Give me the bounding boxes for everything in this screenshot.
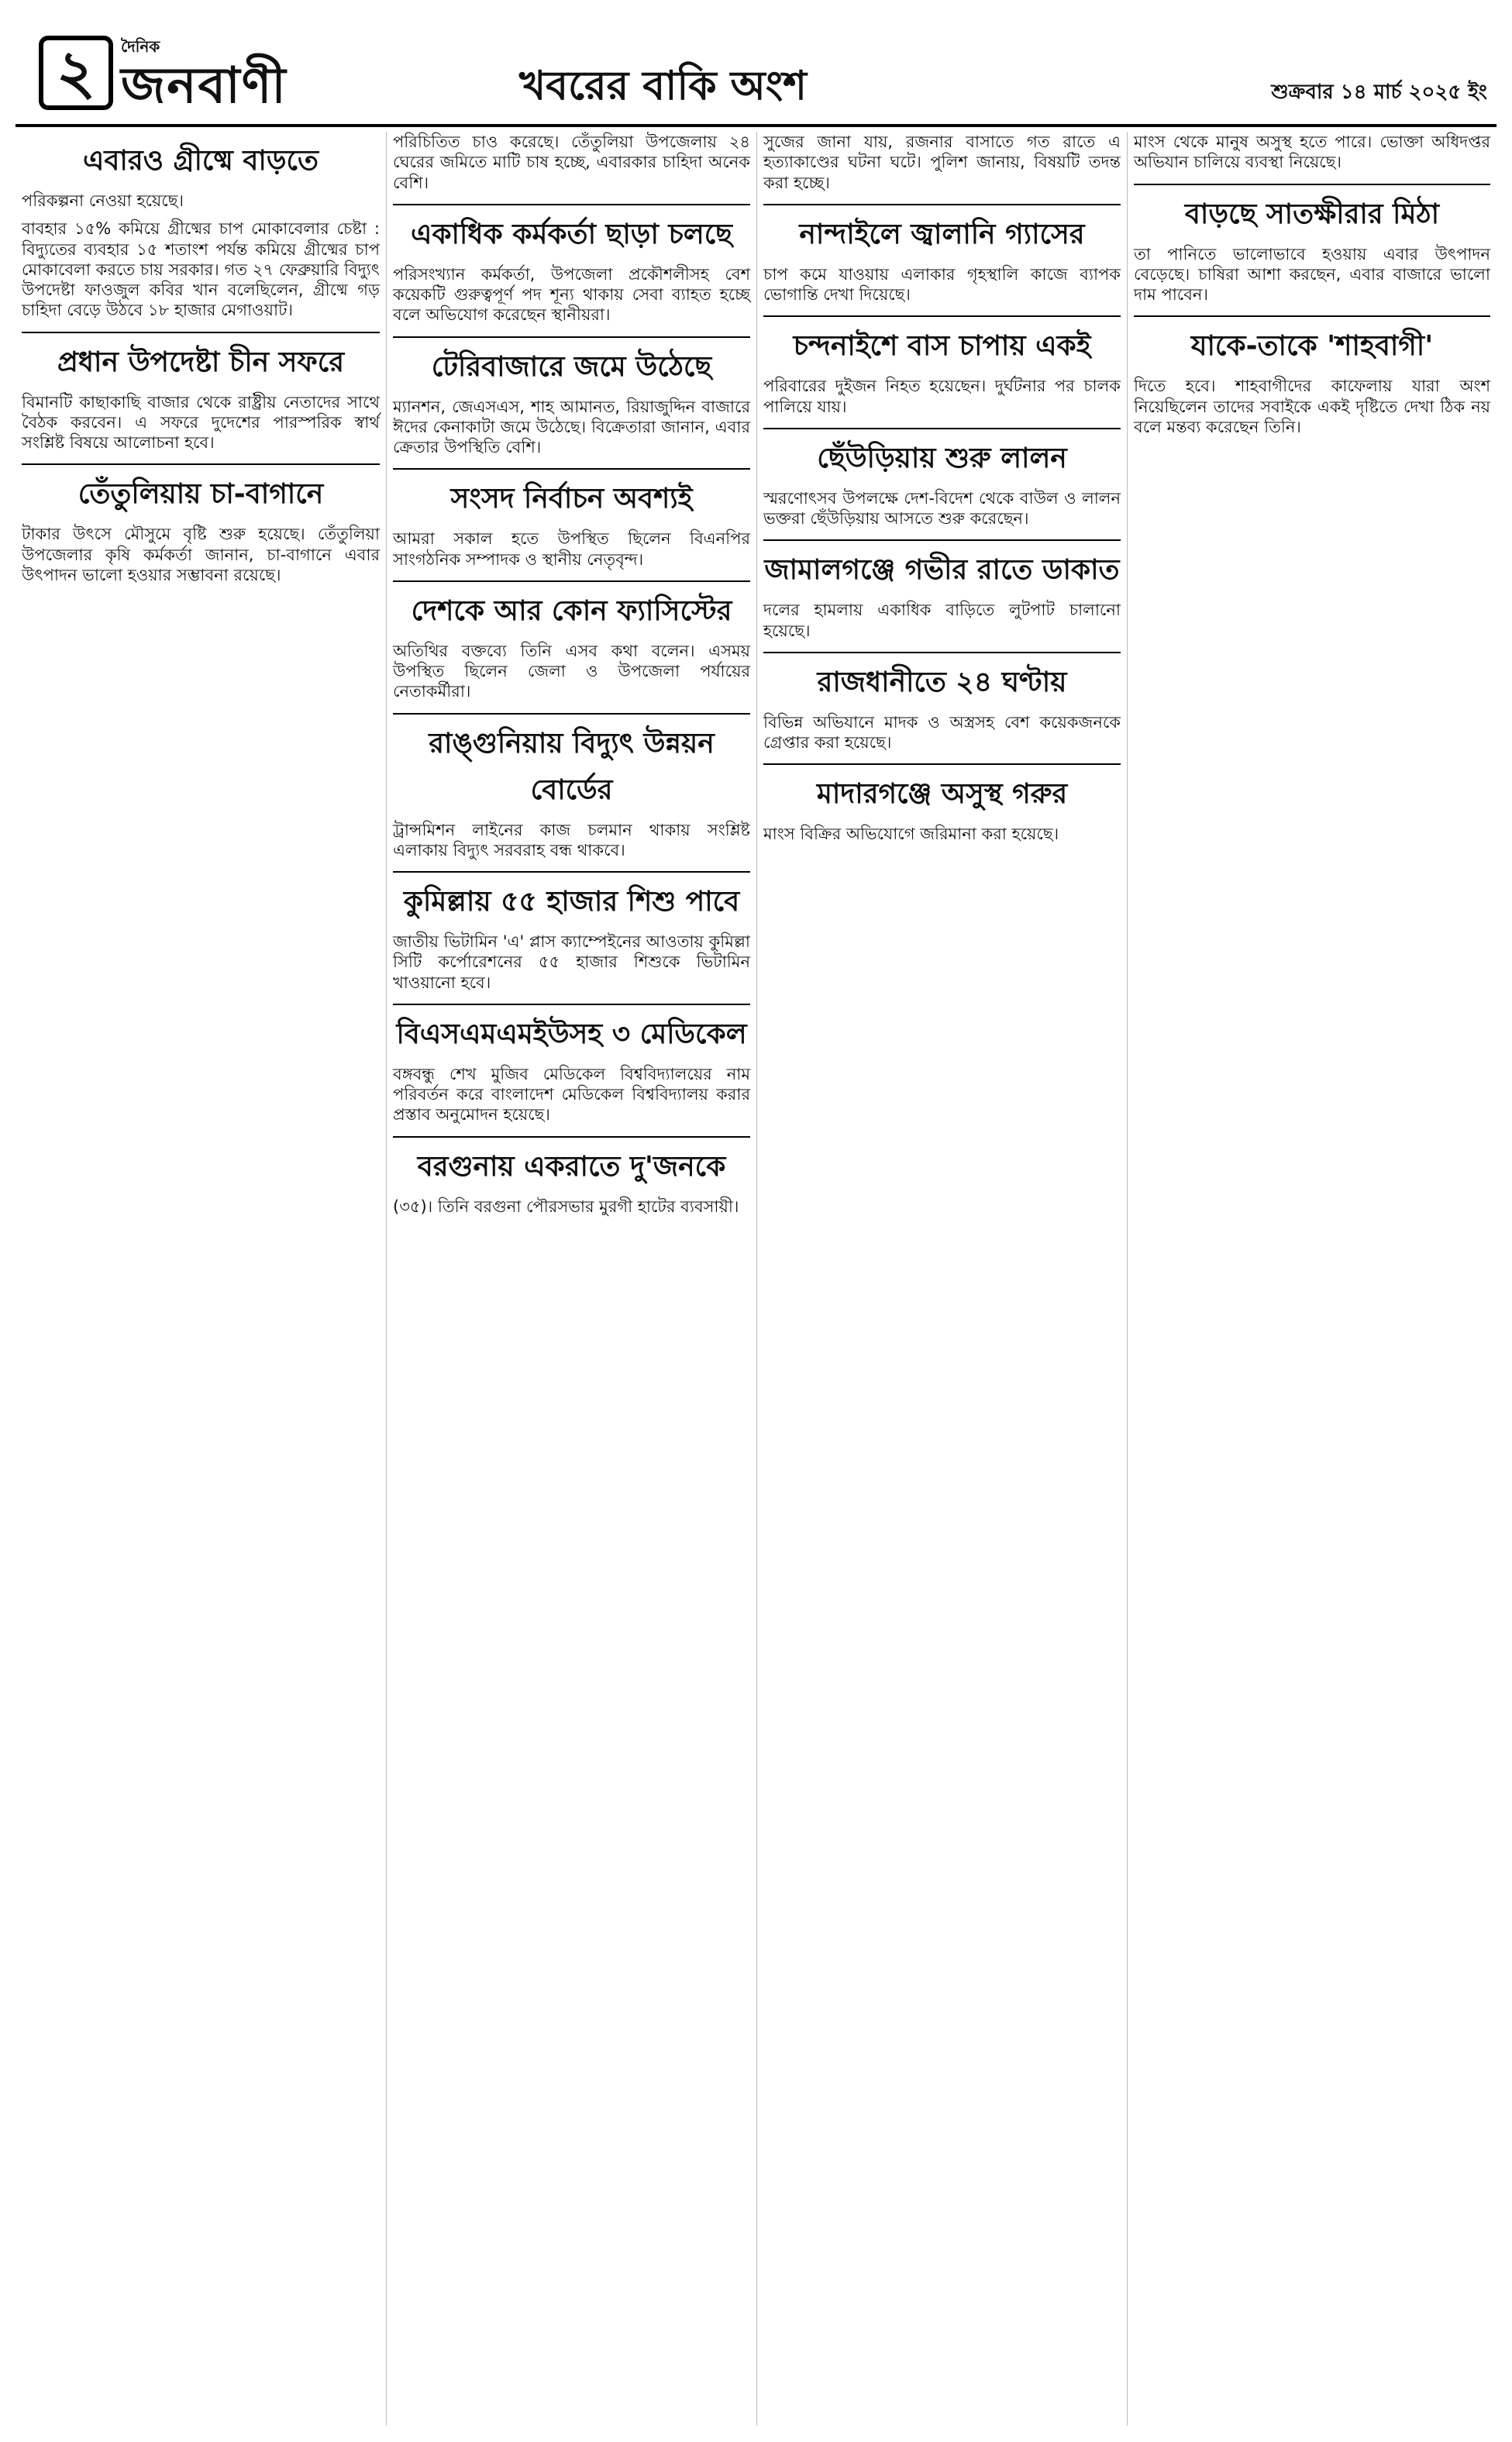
headline: নান্দাইলে জ্বালানি গ্যাসের bbox=[799, 218, 1085, 250]
story bbox=[22, 139, 380, 321]
divider bbox=[763, 315, 1121, 317]
divider bbox=[393, 871, 750, 873]
story bbox=[1134, 193, 1490, 305]
story bbox=[393, 1013, 750, 1125]
headline: টেরিবাজারে জমে উঠেছে bbox=[431, 350, 712, 383]
story-paragraph: দিতে হবে। শাহবাগীদের কাফেলায় যারা অংশ নিয়েছিলেন তাদের সবাইকে একই দৃষ্টিতে দেখা ঠিক নয় বলে মন্তব্য করেছেন তিনি। bbox=[1134, 377, 1490, 436]
story bbox=[393, 477, 750, 570]
divider bbox=[22, 332, 380, 333]
story-paragraph: বিমানটি কাছাকাছি বাজার থেকে রাষ্ট্রীয় নেতাদের সাথে বৈঠক করবেন। এ সফরে দুদেশের পারস্পরিক স্বার্থ সংশ্লিষ্ট বিষয়ে আলোচনা হবে। bbox=[22, 392, 380, 452]
headline: রাজধানীতে ২৪ ঘণ্টায় bbox=[817, 666, 1067, 698]
story-paragraph: পরিসংখ্যান কর্মকর্তা, উপজেলা প্রকৌশলীসহ বেশ কয়েকটি গুরুত্বপূর্ণ পদ শূন্য থাকায় সেবা ব্যাহত হচ্ছে বলে অভিযোগ করেছেন স্থানীয়রা। bbox=[393, 264, 750, 325]
column-4 bbox=[1127, 132, 1497, 2426]
divider bbox=[22, 463, 380, 465]
divider bbox=[393, 580, 750, 582]
story bbox=[393, 132, 750, 193]
story-paragraph: টাকার উৎসে মৌসুমে বৃষ্টি শুরু হয়েছে। তেঁতুলিয়া উপজেলার কৃষি কর্মকর্তা জানান, চা-বাগানে এবার উৎপাদন ভালো হওয়ার সম্ভাবনা রয়েছে। bbox=[22, 525, 380, 584]
divider bbox=[393, 1004, 750, 1005]
divider bbox=[763, 428, 1121, 429]
news-columns bbox=[15, 132, 1497, 2426]
brand-logo: জনবাণী bbox=[121, 57, 288, 115]
headline: চন্দনাইশে বাস চাপায় একই bbox=[793, 330, 1091, 363]
column-1 bbox=[15, 132, 386, 2426]
story-paragraph: ম্যানশন, জেএসএস, শাহ আমানত, রিয়াজুদ্দিন বাজারে ঈদের কেনাকাটা জমে উঠেছে। বিক্রেতারা জানান, এবার ক্রেতার উপস্থিতি বেশি। bbox=[393, 397, 750, 456]
story bbox=[763, 773, 1121, 844]
story bbox=[763, 549, 1121, 641]
story-paragraph: সুজের জানা যায়, রজনার বাসাতে গত রাতে এ হত্যাকাণ্ডের ঘটনা ঘটে। পুলিশ জানায়, বিষয়টি তদন্ত করা হচ্ছে। bbox=[763, 133, 1121, 192]
story bbox=[1134, 325, 1490, 437]
divider bbox=[1134, 315, 1490, 317]
headline: রাঙ্গুনিয়ায় বিদ্যুৎ উন্নয়ন বোর্ডের bbox=[429, 727, 715, 806]
headline: বাড়ছে সাতক্ষীরার মিঠা bbox=[1184, 198, 1440, 230]
story-paragraph: পরিবারের দুইজন নিহত হয়েছেন। দুর্ঘটনার পর চালক পালিয়ে যায়। bbox=[763, 377, 1121, 416]
story-paragraph: মাংস বিক্রির অভিযোগে জরিমানা করা হয়েছে। bbox=[763, 825, 1059, 844]
headline: বিএসএমএমইউসহ ৩ মেডিকেল bbox=[396, 1018, 747, 1050]
story bbox=[763, 213, 1121, 305]
divider bbox=[763, 652, 1121, 653]
column-2 bbox=[386, 132, 756, 2426]
story-paragraph: স্মরণোৎসব উপলক্ষে দেশ-বিদেশ থেকে বাউল ও লালন ভক্তরা ছেঁউড়িয়ায় আসতে শুরু করেছেন। bbox=[763, 488, 1121, 528]
divider bbox=[763, 204, 1121, 205]
story bbox=[393, 346, 750, 458]
headline: কুমিল্লায় ৫৫ হাজার শিশু পাবে bbox=[403, 886, 740, 918]
story-paragraph: মাংস থেকে মানুষ অসুস্থ হতে পারে। ভোক্তা অধিদপ্তর অভিযান চালিয়ে ব্যবস্থা নিয়েছে। bbox=[1134, 133, 1490, 172]
story-paragraph: আমরা সকাল হতে উপস্থিত ছিলেন বিএনপির সাংগঠনিক সম্পাদক ও স্থানীয় নেতৃবৃন্দ। bbox=[393, 529, 750, 569]
headline: এবারও গ্রীষ্মে বাড়তে bbox=[82, 145, 319, 177]
publication-date: শুক্রবার ১৪ মার্চ ২০২৫ ইং bbox=[1271, 81, 1487, 104]
newspaper-brand bbox=[121, 36, 288, 115]
divider bbox=[393, 713, 750, 715]
story-paragraph: তা পানিতে ভালোভাবে হওয়ায় এবার উৎপাদন বেড়েছে। চাষিরা আশা করছেন, এবার বাজারে ভালো দাম পাবেন। bbox=[1134, 244, 1490, 304]
divider bbox=[763, 539, 1121, 541]
headline: মাদারগঞ্জে অসুস্থ গরুর bbox=[816, 778, 1068, 811]
headline: সংসদ নির্বাচন অবশ্যই bbox=[450, 483, 693, 515]
headline: যাকে-তাকে 'শাহবাগী' bbox=[1190, 330, 1434, 363]
story-paragraph: চাপ কমে যাওয়ায় এলাকার গৃহস্থালি কাজে ব্যাপক ভোগান্তি দেখা দিয়েছে। bbox=[763, 264, 1121, 304]
headline: ছেঁউড়িয়ায় শুরু লালন bbox=[817, 442, 1067, 474]
story bbox=[393, 722, 750, 861]
story-paragraph: জাতীয় ভিটামিন 'এ' প্লাস ক্যাম্পেইনের আওতায় কুমিল্লা সিটি কর্পোরেশনের ৫৫ হাজার শিশুকে ভিটামিন খাওয়ানো হবে। bbox=[393, 932, 750, 992]
page-number: ২ bbox=[39, 36, 113, 110]
story bbox=[763, 437, 1121, 529]
story-paragraph: বাবহার ১৫% কমিয়ে গ্রীষ্মের চাপ মোকাবেলার চেষ্টা : বিদ্যুতের ব্যবহার ১৫ শতাংশ পর্যন্ত কমিয়ে গ্রীষ্মের চাপ মোকাবেলা করতে চায় সরকার। গত ২৭ ফেব্রুয়ারি বিদ্যুৎ উপদেষ্টা ফাওজুল কবির খান বলেছিলেন, গ্রীষ্মে গড় চাহিদা বেড়ে উঠবে ১৮ হাজার মেগাওয়াট। bbox=[22, 219, 380, 320]
story-paragraph: পরিকল্পনা নেওয়া হয়েছে। bbox=[22, 191, 184, 210]
column-3 bbox=[756, 132, 1127, 2426]
story bbox=[22, 473, 380, 585]
story bbox=[1134, 132, 1490, 173]
masthead bbox=[15, 15, 1497, 127]
brand-prefix: দৈনিক bbox=[121, 37, 160, 56]
story bbox=[763, 325, 1121, 417]
section-title: খবরের বাকি অংশ bbox=[519, 63, 807, 109]
story-paragraph: অতিথির বক্তব্যে তিনি এসব কথা বলেন। এসময় উপস্থিত ছিলেন জেলা ও উপজেলা পর্যায়ের নেতাকর্মীরা। bbox=[393, 641, 750, 701]
divider bbox=[393, 468, 750, 470]
headline: জামালগঞ্জে গভীর রাতে ডাকাত bbox=[764, 554, 1120, 587]
story bbox=[393, 213, 750, 325]
divider bbox=[763, 763, 1121, 765]
page-number-box bbox=[39, 36, 288, 115]
story bbox=[22, 341, 380, 453]
story bbox=[393, 1145, 750, 1217]
story-paragraph: বিভিন্ন অভিযানে মাদক ও অস্ত্রসহ বেশ কয়েকজনকে গ্রেপ্তার করা হয়েছে। bbox=[763, 712, 1121, 752]
story bbox=[763, 132, 1121, 193]
headline: প্রধান উপদেষ্টা চীন সফরে bbox=[57, 346, 345, 378]
story-paragraph: দলের হামলায় একাধিক বাড়িতে লুটপাট চালানো হয়েছে। bbox=[763, 601, 1121, 640]
story bbox=[393, 880, 750, 993]
headline: তেঁতুলিয়ায় চা-বাগানে bbox=[77, 478, 324, 511]
story-paragraph: পরিচিতিত চাও করেছে। তেঁতুলিয়া উপজেলায় ২৪ ঘেরের জমিতে মাটি চাষ হচ্ছে, এবারকার চাহিদা অনেক বেশি। bbox=[393, 133, 750, 192]
story bbox=[763, 661, 1121, 753]
divider bbox=[393, 204, 750, 205]
divider bbox=[393, 1136, 750, 1138]
headline: দেশকে আর কোন ফ্যাসিস্টের bbox=[411, 594, 732, 627]
divider bbox=[393, 336, 750, 338]
divider bbox=[1134, 184, 1490, 185]
story-paragraph: বঙ্গবন্ধু শেখ মুজিব মেডিকেল বিশ্ববিদ্যালয়ের নাম পরিবর্তন করে বাংলাদেশ মেডিকেল বিশ্ববিদ্যালয় করার প্রস্তাব অনুমোদন হয়েছে। bbox=[393, 1064, 750, 1125]
story-paragraph: ট্রান্সমিশন লাইনের কাজ চলমান থাকায় সংশ্লিষ্ট এলাকায় বিদ্যুৎ সরবরাহ বন্ধ থাকবে। bbox=[393, 820, 750, 859]
story bbox=[393, 590, 750, 702]
story-paragraph: (৩৫)। তিনি বরগুনা পৌরসভার মুরগী হাটের ব্যবসায়ী। bbox=[393, 1197, 739, 1216]
headline: একাধিক কর্মকর্তা ছাড়া চলছে bbox=[410, 218, 732, 250]
headline: বরগুনায় একরাতে দু'জনকে bbox=[417, 1150, 726, 1183]
